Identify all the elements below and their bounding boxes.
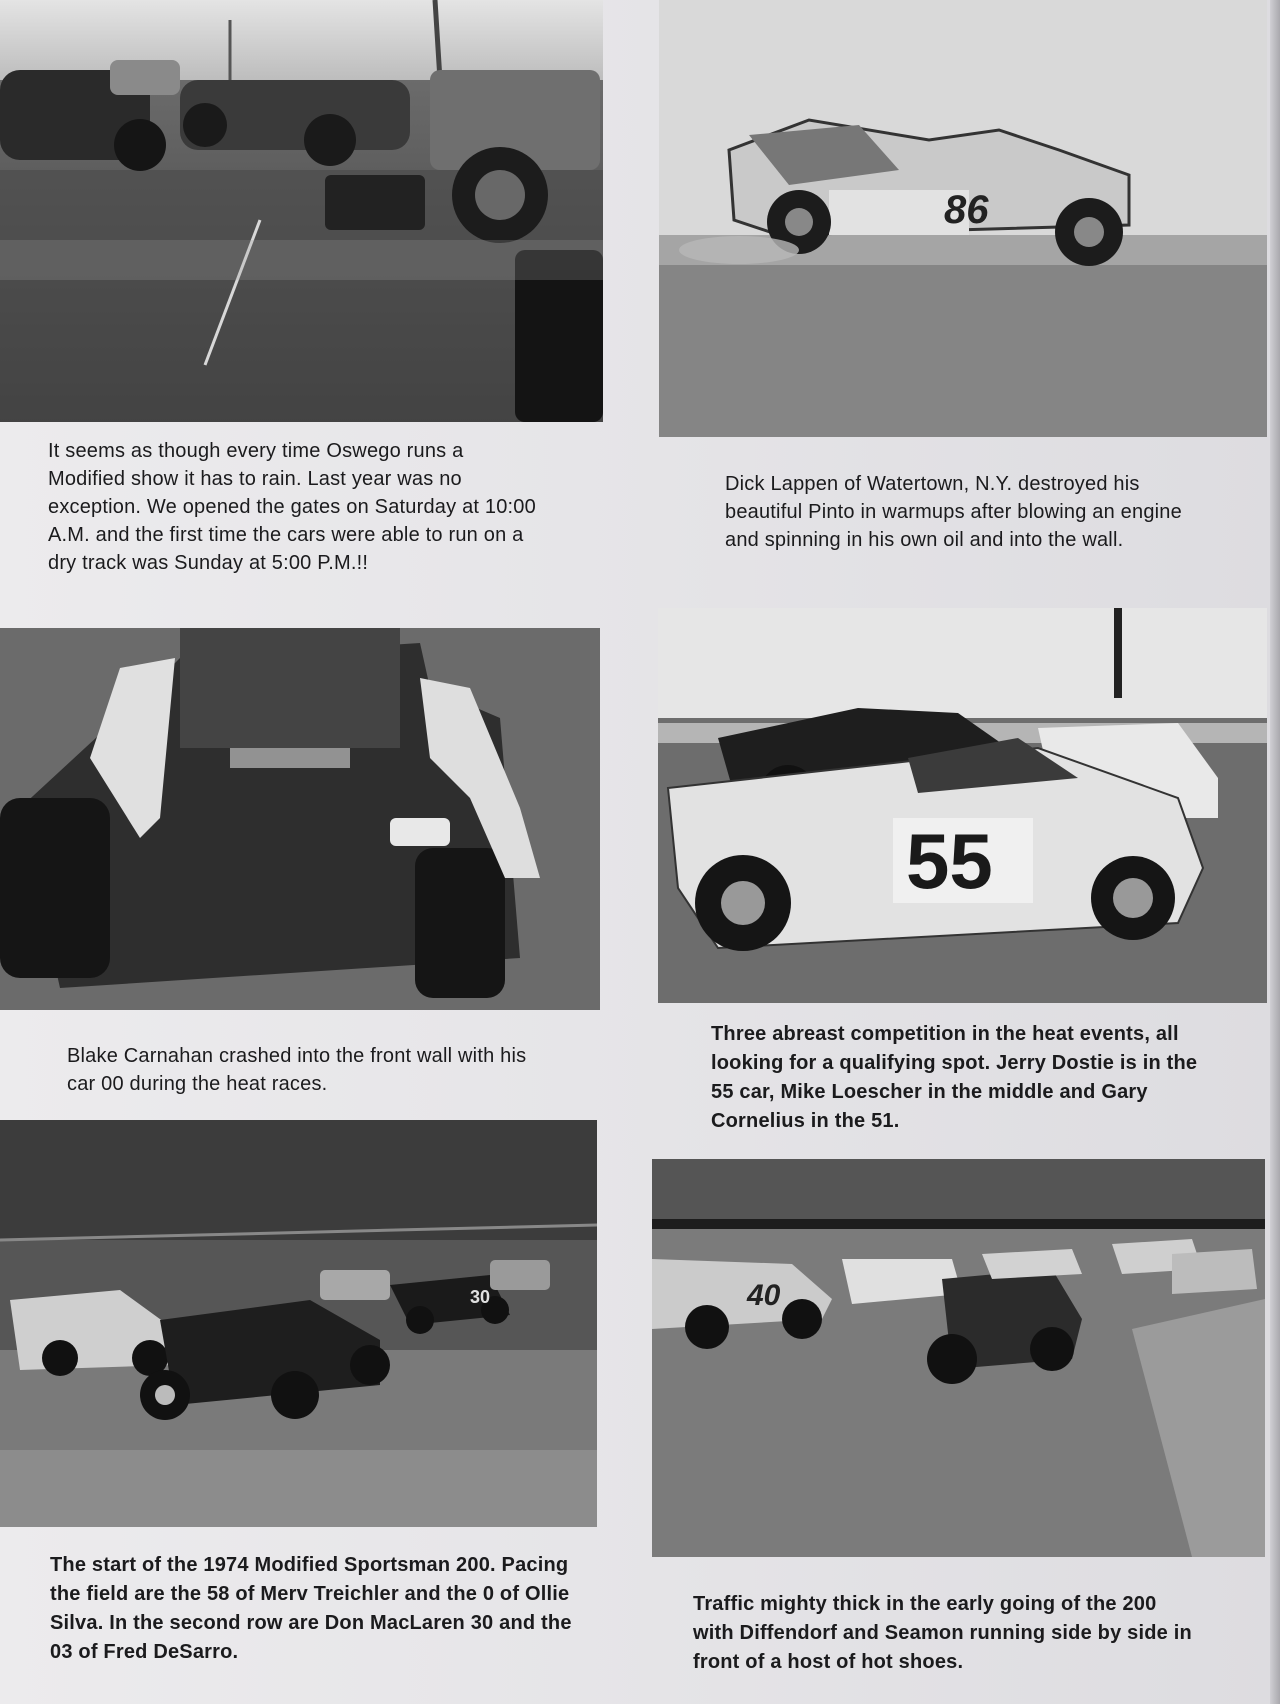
photo-race-start <box>0 1120 597 1527</box>
photo-traffic-pack <box>652 1159 1265 1557</box>
car-30-number: 30 <box>470 1287 491 1307</box>
caption-lappen: Dick Lappen of Watertown, N.Y. destroyed his beautiful Pinto in warmups after blowing an engine and spinning in his own oil and into the wall. <box>725 473 1182 551</box>
car-55-number: 55 <box>906 817 993 905</box>
photo-car-00-damage <box>0 628 600 1010</box>
caption-rain: It seems as though every time Oswego runs a Modified show it has to rain. Last year was no exception. We opened the gates on Saturday at 10:00 A.M. and the first time the cars were able to run on a dry track was Sunday at 5:00 P.M.!! <box>48 440 536 574</box>
car-86-number: 86 <box>944 188 989 232</box>
photo-rain-pit-area <box>0 0 603 422</box>
page-edge <box>1270 0 1280 1704</box>
caption-carnahan: Blake Carnahan crashed into the front wall with his car 00 during the heat races. <box>67 1045 527 1095</box>
photo-car-86-crash <box>659 0 1267 437</box>
photo-three-abreast <box>658 608 1267 1003</box>
caption-three-abreast: Three abreast competition in the heat events, all looking for a qualifying spot. Jerry Dostie is in the 55 car, Mike Loescher in the middle and Gary Cornelius in the 51. <box>711 1023 1198 1132</box>
caption-start: The start of the 1974 Modified Sportsman 200. Pacing the field are the 58 of Merv Treichler and the 0 of Ollie Silva. In the second row are Don MacLaren 30 and the 03 of Fred DeSarro. <box>50 1554 572 1663</box>
caption-traffic: Traffic mighty thick in the early going of the 200 with Diffendorf and Seamon running side by side in front of a host of hot shoes. <box>693 1593 1192 1673</box>
car-40-number: 40 <box>747 1279 781 1312</box>
